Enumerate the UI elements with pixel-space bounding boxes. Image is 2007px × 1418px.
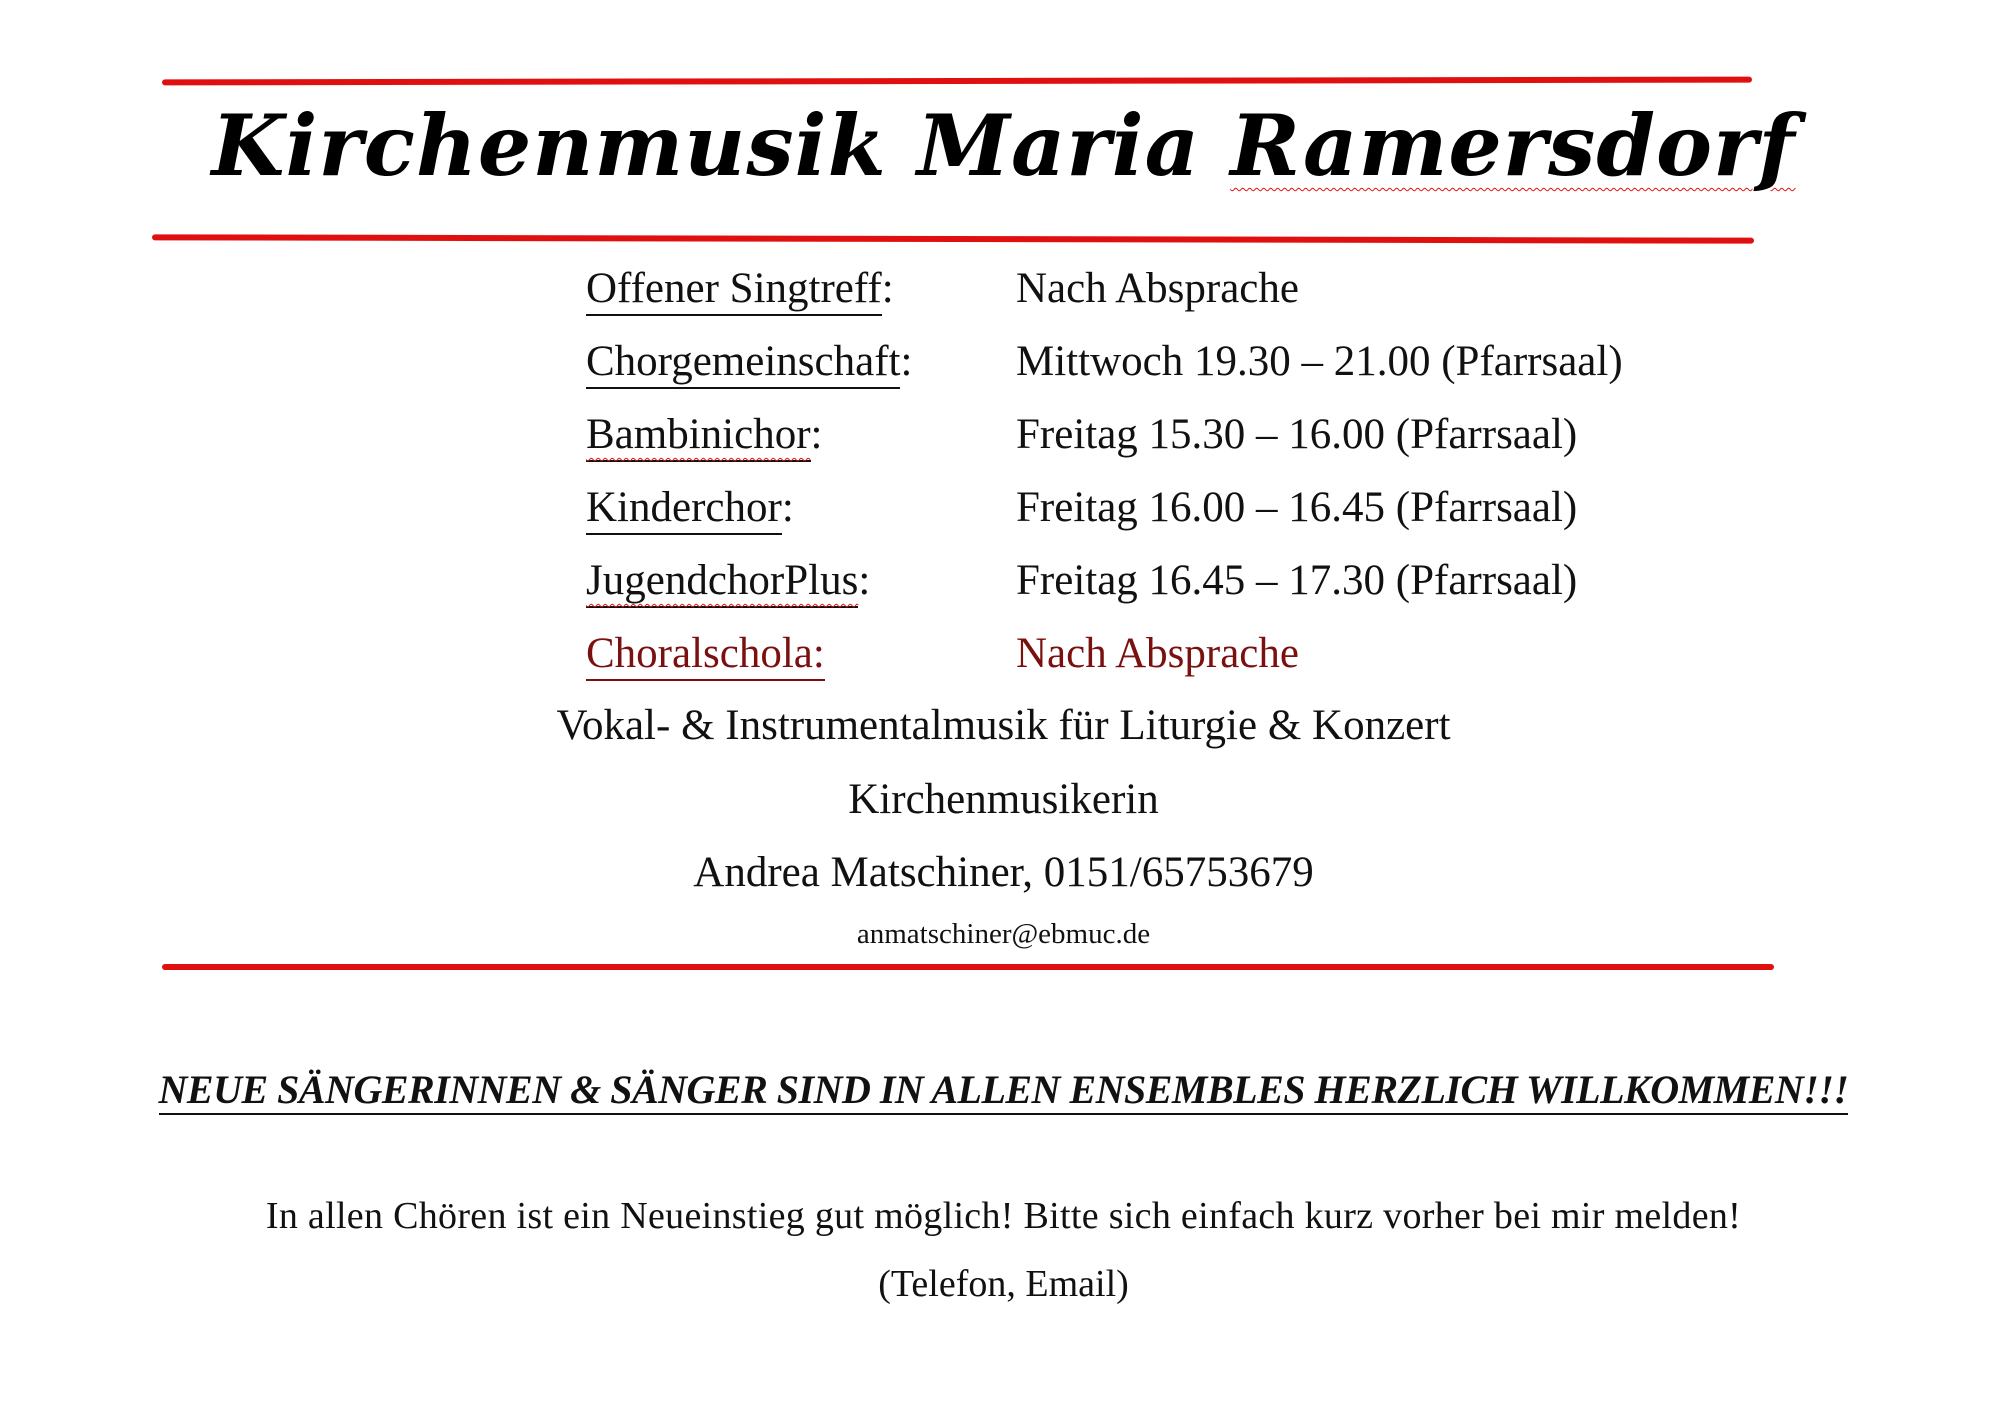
musician-role: Kirchenmusikerin xyxy=(848,776,1159,823)
schedule-time: Freitag 16.45 – 17.30 (Pfarrsaal) xyxy=(1016,557,1578,604)
musician-email: anmatschiner@ebmuc.de xyxy=(856,918,1151,950)
title-red-rule xyxy=(152,234,1754,243)
musician-contact: Andrea Matschiner, 0151/65753679 xyxy=(693,849,1314,896)
subtitle: Vokal- & Instrumentalmusik für Liturgie & Konzert xyxy=(556,702,1451,749)
note-contact: (Telefon, Email) xyxy=(878,1263,1129,1305)
schedule-name: JugendchorPlus: xyxy=(586,548,870,614)
schedule-name: Chorgemeinschaft: xyxy=(586,329,912,395)
schedule-name: Bambinichor: xyxy=(586,402,822,468)
page-title xyxy=(0,86,2007,206)
title-main: Kirchenmusik Maria xyxy=(211,96,1231,195)
schedule-name: Kinderchor: xyxy=(586,475,794,541)
schedule-time: Freitag 16.00 – 16.45 (Pfarrsaal) xyxy=(1016,484,1578,531)
schedule-time: Nach Absprache xyxy=(1016,630,1299,677)
schedule-time: Nach Absprache xyxy=(1016,265,1299,312)
schedule-name: Choralschola: xyxy=(586,621,825,687)
schedule-time: Freitag 15.30 – 16.00 (Pfarrsaal) xyxy=(1016,411,1578,458)
note-text: In allen Chören ist ein Neueinstieg gut möglich! Bitte sich einfach kurz vorher bei mir melden! xyxy=(265,1195,1742,1237)
bottom-red-rule xyxy=(162,964,1774,970)
welcome-banner xyxy=(0,1058,2007,1122)
welcome-text: NEUE SÄNGERINNEN & SÄNGER SIND IN ALLEN ENSEMBLES HERZLICH WILLKOMMEN!!! xyxy=(159,1067,1849,1115)
title-place: Ramersdorf xyxy=(1230,96,1796,195)
schedule-time: Mittwoch 19.30 – 21.00 (Pfarrsaal) xyxy=(1016,338,1623,385)
top-red-rule xyxy=(162,77,1752,86)
schedule-name: Offener Singtreff: xyxy=(586,256,894,322)
